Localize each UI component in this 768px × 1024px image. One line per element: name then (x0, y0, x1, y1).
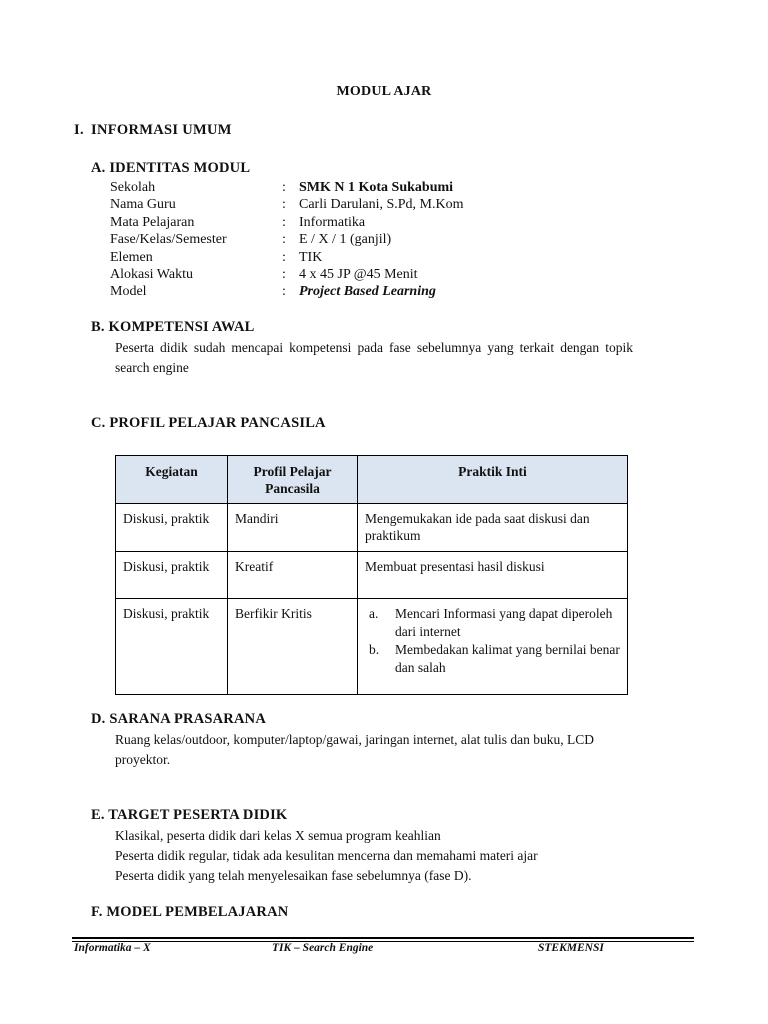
profil-pelajar-heading: C. PROFIL PELAJAR PANCASILA (91, 415, 326, 431)
identitas-value: Project Based Learning (299, 284, 436, 300)
document-title: MODUL AJAR (336, 84, 432, 99)
table-header-row (116, 456, 628, 504)
identitas-key: Mata Pelajaran (110, 214, 195, 230)
sarana-prasarana-text: Ruang kelas/outdoor, komputer/laptop/gawai, jaringan internet, alat tulis dan buku, LCD proyektor. (115, 732, 594, 767)
identitas-value: Carli Darulani, S.Pd, M.Kom (299, 197, 464, 213)
identitas-row-fase (110, 231, 464, 248)
identitas-sep: : (282, 284, 286, 300)
model-pembelajaran-heading: F. MODEL PEMBELAJARAN (91, 904, 289, 920)
section-number: I. (74, 122, 84, 138)
table-cell-kegiatan: Diskusi, praktik (116, 599, 228, 695)
list-marker: a. (369, 606, 379, 621)
identitas-key: Alokasi Waktu (110, 266, 193, 282)
list-item (365, 641, 620, 677)
identitas-value: E / X / 1 (ganjil) (299, 232, 392, 248)
table-cell-profil: Kreatif (228, 552, 358, 599)
list-text: Membedakan kalimat yang bernilai benar dan salah (395, 642, 620, 675)
table-cell-praktik: Mengemukakan ide pada saat diskusi dan praktikum (358, 504, 628, 552)
table-cell-profil: Mandiri (228, 504, 358, 552)
identitas-row-sekolah (110, 179, 464, 196)
target-line: Peserta didik regular, tidak ada kesulitan mencerna dan memahami materi ajar (115, 848, 538, 863)
footer-rule (72, 937, 694, 939)
target-line: Klasikal, peserta didik dari kelas X semua program keahlian (115, 828, 441, 843)
identitas-sep: : (282, 180, 286, 195)
identitas-value: Informatika (299, 214, 366, 230)
table-cell-praktik (358, 599, 628, 695)
table-row (116, 504, 628, 552)
list-item (365, 605, 620, 641)
table-header-praktik: Praktik Inti (358, 456, 628, 504)
identitas-value: TIK (299, 249, 323, 265)
footer-right: STEKMENSI (538, 942, 604, 954)
table-header-profil: Profil Pelajar Pancasila (228, 456, 358, 504)
identitas-key: Fase/Kelas/Semester (110, 232, 227, 248)
identitas-key: Elemen (110, 249, 153, 265)
identitas-row-alokasi (110, 266, 464, 283)
kompetensi-awal-heading: B. KOMPETENSI AWAL (91, 319, 255, 335)
list-marker: b. (369, 642, 380, 657)
table-cell-kegiatan: Diskusi, praktik (116, 504, 228, 552)
praktik-list (365, 605, 620, 677)
target-peserta-text (115, 826, 675, 886)
table-cell-praktik: Membuat presentasi hasil diskusi (358, 552, 628, 599)
identitas-row-elemen (110, 249, 464, 266)
identitas-sep: : (282, 266, 286, 282)
table-row (116, 599, 628, 695)
identitas-key: Nama Guru (110, 197, 176, 213)
section-informasi-umum-heading (74, 122, 232, 139)
identitas-modul-heading: A. IDENTITAS MODUL (91, 160, 251, 176)
identitas-sep: : (282, 197, 286, 213)
profil-pelajar-table (115, 455, 628, 695)
table-cell-kegiatan: Diskusi, praktik (116, 552, 228, 599)
target-line: Peserta didik yang telah menyelesaikan fase sebelumnya (fase D). (115, 868, 472, 883)
identitas-sep: : (282, 249, 286, 265)
identitas-value: 4 x 45 JP @45 Menit (299, 266, 418, 282)
list-text: Mencari Informasi yang dapat diperoleh dari internet (395, 606, 613, 639)
sarana-prasarana-heading: D. SARANA PRASARANA (91, 711, 266, 727)
identitas-list (110, 179, 464, 301)
identitas-sep: : (282, 232, 286, 248)
identitas-row-nama-guru (110, 196, 464, 213)
identitas-key: Sekolah (110, 180, 156, 195)
footer-center: TIK – Search Engine (272, 942, 374, 954)
identitas-row-model (110, 283, 464, 300)
table-row (116, 552, 628, 599)
identitas-value: SMK N 1 Kota Sukabumi (299, 180, 454, 195)
table-header-kegiatan: Kegiatan (116, 456, 228, 504)
identitas-key: Model (110, 284, 147, 300)
section-label: INFORMASI UMUM (91, 122, 232, 138)
kompetensi-awal-text: Peserta didik sudah mencapai kompetensi pada fase sebelumnya yang terkait dengan topik search engine (115, 340, 633, 375)
footer-left: Informatika – X (74, 942, 151, 954)
identitas-sep: : (282, 214, 286, 230)
table-cell-profil: Berfikir Kritis (228, 599, 358, 695)
target-peserta-heading: E. TARGET PESERTA DIDIK (91, 807, 288, 823)
identitas-row-mata-pelajaran (110, 214, 464, 231)
